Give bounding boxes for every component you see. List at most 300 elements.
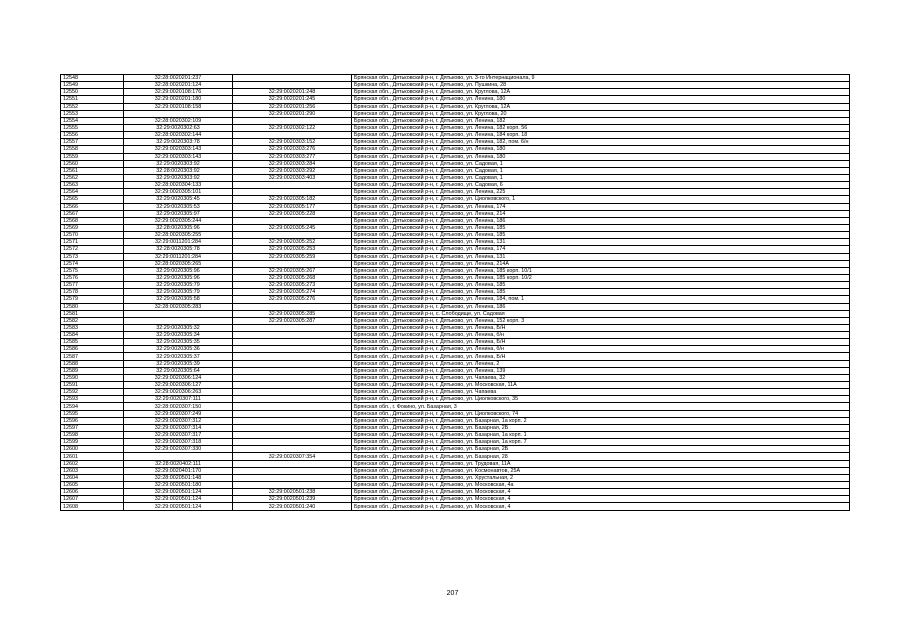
address-cell: Брянская обл., Дятьковский р-н, г. Дятьково, ул. Ленина, 214 [352, 210, 850, 217]
row-number-cell: 12592 [61, 389, 124, 396]
related-number-cell: 32:29:0020305:273 [233, 282, 352, 289]
cadastral-number-cell: 32:28:0020305:283 [124, 303, 233, 310]
row-number-cell: 12567 [61, 210, 124, 217]
cadastral-number-cell: 32:29:0020501:124 [124, 503, 233, 510]
related-number-cell [233, 367, 352, 374]
address-cell: Брянская обл., Дятьковский р-н, г. Дятьково, ул. Ленина, 186 [352, 303, 850, 310]
table-row [61, 267, 850, 274]
table-row [61, 174, 850, 181]
related-number-cell: 32:29:0020305:182 [233, 196, 352, 203]
related-number-cell: 32:29:0020305:228 [233, 210, 352, 217]
table-row [61, 139, 850, 146]
address-cell: Брянская обл., Дятьковский р-н, г. Дятьково, ул. Московская, 4 [352, 489, 850, 496]
cadastral-number-cell: 32:28:0020501:148 [124, 474, 233, 481]
cadastral-number-cell: 32:28:0020402:111 [124, 460, 233, 467]
cadastral-number-cell: 32:29:0020108:176 [124, 89, 233, 96]
address-cell: Брянская обл., Дятьковский р-н, г. Дятьково, ул. Циолковского, 35 [352, 396, 850, 403]
cadastral-number-cell [124, 317, 233, 324]
cadastral-number-cell: 32:29:0020303:92 [124, 174, 233, 181]
related-number-cell: 32:29:0020303:276 [233, 146, 352, 153]
table-row [61, 217, 850, 224]
address-cell: Брянская обл., Дятьковский р-н, г. Дятьково, ул. Ленина, 186 [352, 217, 850, 224]
cadastral-number-cell: 32:29:0020501:124 [124, 496, 233, 503]
table-row [61, 482, 850, 489]
cadastral-number-cell: 32:29:0020305:36 [124, 346, 233, 353]
table-row [61, 89, 850, 96]
cadastral-number-cell: 32:29:0020305:96 [124, 267, 233, 274]
table-row [61, 160, 850, 167]
row-number-cell: 12576 [61, 274, 124, 281]
table-row [61, 274, 850, 281]
cadastral-number-cell: 32:29:0020108:158 [124, 103, 233, 110]
row-number-cell: 12578 [61, 289, 124, 296]
cadastral-number-cell: 32:29:0020303:143 [124, 146, 233, 153]
table-row [61, 103, 850, 110]
address-cell: Брянская обл., Дятьковский р-н, г. Дятьково, ул. Ленина, б/н [352, 332, 850, 339]
row-number-cell: 12589 [61, 367, 124, 374]
row-number-cell: 12606 [61, 489, 124, 496]
row-number-cell: 12568 [61, 217, 124, 224]
row-number-cell: 12583 [61, 324, 124, 331]
address-cell: Брянская обл., Дятьковский р-н, г. Дятьково, ул. Циолковского, 74 [352, 410, 850, 417]
cadastral-number-cell: 32:29:0020201:180 [124, 96, 233, 103]
table-row [61, 146, 850, 153]
row-number-cell: 12556 [61, 132, 124, 139]
table-row [61, 353, 850, 360]
cadastral-number-cell: 32:29:0020307:318 [124, 439, 233, 446]
table-row [61, 467, 850, 474]
table-row [61, 332, 850, 339]
related-number-cell [233, 353, 352, 360]
related-number-cell [233, 374, 352, 381]
table-row [61, 232, 850, 239]
address-cell: Брянская обл., Дятьковский р-н, г. Дятьково, ул. Ленина, 152 корп. 3 [352, 317, 850, 324]
row-number-cell: 12577 [61, 282, 124, 289]
related-number-cell [233, 217, 352, 224]
cadastral-number-cell: 32:29:0020307:314 [124, 424, 233, 431]
table-row [61, 303, 850, 310]
cadastral-number-cell: 32:28:0020307:150 [124, 403, 233, 410]
row-number-cell: 12599 [61, 439, 124, 446]
row-number-cell: 12549 [61, 82, 124, 89]
address-cell: Брянская обл., Дятьковский р-н, г. Дятьково, ул. Ленина, 174 [352, 203, 850, 210]
row-number-cell: 12582 [61, 317, 124, 324]
row-number-cell: 12588 [61, 360, 124, 367]
related-number-cell [233, 389, 352, 396]
related-number-cell [233, 232, 352, 239]
address-cell: Брянская обл., Дятьковский р-н, с. Слободище, ул. Садовая [352, 310, 850, 317]
address-cell: Брянская обл., Дятьковский р-н, г. Дятьково, ул. Ленина, 180 [352, 146, 850, 153]
address-cell: Брянская обл., Дятьковский р-н, г. Дятьково, ул. Циолковского, 1 [352, 196, 850, 203]
table-row [61, 289, 850, 296]
address-cell: Брянская обл., Дятьковский р-н, г. Дятьково, ул. Ленина, 182 [352, 117, 850, 124]
row-number-cell: 12552 [61, 103, 124, 110]
address-cell: Брянская обл., Дятьковский р-н, г. Дятьково, ул. Ленина, 131 [352, 239, 850, 246]
cadastral-number-cell: 32:29:0020501:180 [124, 482, 233, 489]
address-cell: Брянская обл., Дятьковский р-н, г. Дятьково, ул. Базарная, 2Б [352, 446, 850, 453]
cadastral-number-cell: 32:28:0020302:109 [124, 117, 233, 124]
row-number-cell: 12557 [61, 139, 124, 146]
cadastral-number-cell: 32:29:0020307:330 [124, 446, 233, 453]
address-cell: Брянская обл., Дятьковский р-н, г. Дятьково, ул. Хрустальная, 2 [352, 474, 850, 481]
related-number-cell: 32:29:0020201:290 [233, 110, 352, 117]
row-number-cell: 12608 [61, 503, 124, 510]
cadastral-number-cell: 32:29:0011201:284 [124, 239, 233, 246]
related-number-cell: 32:29:0020305:276 [233, 296, 352, 303]
cadastral-number-cell: 32:28:0020305:255 [124, 232, 233, 239]
row-number-cell: 12586 [61, 346, 124, 353]
address-cell: Брянская обл., Дятьковский р-н, г. Дятьково, ул. Базарная, 1а корп. 2 [352, 417, 850, 424]
cadastral-number-cell: 32:29:0020305:58 [124, 296, 233, 303]
related-number-cell [233, 324, 352, 331]
table-row [61, 474, 850, 481]
address-cell: Брянская обл., Дятьковский р-н, г. Дятьково, ул. Ленина, 184, пом. 1 [352, 296, 850, 303]
address-cell: Брянская обл., Дятьковский р-н, г. Дятьково, ул. Ленина, 131 [352, 253, 850, 260]
table-row [61, 210, 850, 217]
cadastral-number-cell: 32:29:0020305:32 [124, 324, 233, 331]
table-row [61, 417, 850, 424]
table-row [61, 317, 850, 324]
table-row [61, 382, 850, 389]
row-number-cell: 12593 [61, 396, 124, 403]
address-cell: Брянская обл., Дятьковский р-н, г. Дятьково, ул. Московская, 4 [352, 496, 850, 503]
table-row [61, 153, 850, 160]
table-row [61, 389, 850, 396]
row-number-cell: 12572 [61, 246, 124, 253]
cadastral-number-cell: 32:29:0020303:78 [124, 139, 233, 146]
related-number-cell: 32:29:0020305:274 [233, 289, 352, 296]
address-cell: Брянская обл., Дятьковский р-н, г. Дятьково, ул. Ленина, 185 корп. 10/1 [352, 267, 850, 274]
row-number-cell: 12584 [61, 332, 124, 339]
table-row [61, 246, 850, 253]
related-number-cell [233, 396, 352, 403]
row-number-cell: 12558 [61, 146, 124, 153]
address-cell: Брянская обл., Дятьковский р-н, г. Дятьково, ул. Ленина, 225 [352, 189, 850, 196]
row-number-cell: 12561 [61, 167, 124, 174]
row-number-cell: 12565 [61, 196, 124, 203]
table-row [61, 310, 850, 317]
related-number-cell: 32:29:0020201:256 [233, 103, 352, 110]
related-number-cell [233, 339, 352, 346]
table-row [61, 339, 850, 346]
related-number-cell: 32:29:0020303:152 [233, 139, 352, 146]
address-cell: Брянская обл., Дятьковский р-н, г. Дятьково, ул. Ленина, 139 [352, 367, 850, 374]
cadastral-number-cell [124, 310, 233, 317]
row-number-cell: 12585 [61, 339, 124, 346]
related-number-cell [233, 117, 352, 124]
cadastral-number-cell: 32:28:0020305:96 [124, 224, 233, 231]
address-cell: Брянская обл., Дятьковский р-н, г. Дятьково, ул. Круглова, 12А [352, 103, 850, 110]
registry-table [60, 74, 850, 511]
address-cell: Брянская обл., Дятьковский р-н, г. Дятьково, ул. Чапаева, 32 [352, 374, 850, 381]
table-row [61, 203, 850, 210]
table-row [61, 82, 850, 89]
table-row [61, 189, 850, 196]
cadastral-number-cell: 32:29:0020303:92 [124, 160, 233, 167]
row-number-cell: 12600 [61, 446, 124, 453]
row-number-cell: 12575 [61, 267, 124, 274]
row-number-cell: 12573 [61, 253, 124, 260]
related-number-cell: 32:29:0020305:267 [233, 267, 352, 274]
table-row [61, 182, 850, 189]
row-number-cell: 12605 [61, 482, 124, 489]
address-cell: Брянская обл., Дятьковский р-н, г. Дятьково, ул. Ленина, б/н [352, 346, 850, 353]
address-cell: Брянская обл., Дятьковский р-н, г. Дятьково, ул. Ленина, 185 [352, 232, 850, 239]
address-cell: Брянская обл., Дятьковский р-н, г. Дятьково, ул. Ленина, Б/Н [352, 324, 850, 331]
table-row [61, 96, 850, 103]
related-number-cell: 32:29:0020201:248 [233, 89, 352, 96]
related-number-cell [233, 474, 352, 481]
cadastral-number-cell: 32:29:0020302:63 [124, 124, 233, 131]
cadastral-number-cell: 32:28:0020302:144 [124, 132, 233, 139]
row-number-cell: 12595 [61, 410, 124, 417]
address-cell: Брянская обл., Дятьковский р-н, г. Дятьково, ул. Круглова, 12А [352, 89, 850, 96]
row-number-cell: 12564 [61, 189, 124, 196]
row-number-cell: 12607 [61, 496, 124, 503]
related-number-cell [233, 382, 352, 389]
row-number-cell: 12590 [61, 374, 124, 381]
related-number-cell: 32:29:0020501:238 [233, 489, 352, 496]
table-row [61, 410, 850, 417]
related-number-cell [233, 303, 352, 310]
table-row [61, 432, 850, 439]
row-number-cell: 12548 [61, 75, 124, 82]
table-row [61, 446, 850, 453]
cadastral-number-cell: 32:28:0020304:133 [124, 182, 233, 189]
cadastral-number-cell: 32:29:0020306:127 [124, 382, 233, 389]
address-cell: Брянская обл., Дятьковский р-н, г. Дятьково, ул. Ленина, 184 корп. 18 [352, 132, 850, 139]
cadastral-number-cell [124, 453, 233, 460]
related-number-cell: 32:29:0020305:252 [233, 239, 352, 246]
table-row [61, 439, 850, 446]
address-cell: Брянская обл., Дятьковский р-н, г. Дятьково, ул. 3-го Интернационала, 9 [352, 75, 850, 82]
row-number-cell: 12603 [61, 467, 124, 474]
cadastral-number-cell: 32:29:0020307:317 [124, 432, 233, 439]
row-number-cell: 12562 [61, 174, 124, 181]
related-number-cell [233, 439, 352, 446]
related-number-cell: 32:29:0020501:240 [233, 503, 352, 510]
address-cell: Брянская обл., Дятьковский р-н, г. Дятьково, ул. Ленина, 182 корп. 56 [352, 124, 850, 131]
related-number-cell: 32:29:0020305:253 [233, 246, 352, 253]
cadastral-number-cell: 32:29:0020401:170 [124, 467, 233, 474]
address-cell: Брянская обл., Дятьковский р-н, г. Дятьково, ул. Круглова, 20 [352, 110, 850, 117]
cadastral-number-cell: 32:29:0020305:35 [124, 339, 233, 346]
table-row [61, 132, 850, 139]
address-cell: Брянская обл., Дятьковский р-н, г. Дятьково, ул. Ленина, 185 [352, 282, 850, 289]
address-cell: Брянская обл., Дятьковский р-н, г. Дятьково, ул. Ленина, 185 [352, 289, 850, 296]
address-cell: Брянская обл., Дятьковский р-н, г. Дятьково, ул. Ленина, 182, пом. 6/н [352, 139, 850, 146]
address-cell: Брянская обл., Дятьковский р-н, г. Дятьково, ул. Трудовая, 11А [352, 460, 850, 467]
row-number-cell: 12587 [61, 353, 124, 360]
cadastral-number-cell: 32:29:0020305:97 [124, 210, 233, 217]
cadastral-number-cell: 32:29:0020305:37 [124, 353, 233, 360]
cadastral-number-cell: 32:29:0020303:143 [124, 153, 233, 160]
related-number-cell [233, 417, 352, 424]
table-row [61, 424, 850, 431]
related-number-cell [233, 82, 352, 89]
cadastral-number-cell: 32:29:0020307:312 [124, 417, 233, 424]
address-cell: Брянская обл., Дятьковский р-н, г. Дятьково, ул. Базарная, 1а корп. 7 [352, 439, 850, 446]
address-cell: Брянская обл., Дятьковский р-н, г. Дятьково, ул. Московская, 4а [352, 482, 850, 489]
cadastral-number-cell: 32:28:0020305:78 [124, 246, 233, 253]
table-row [61, 403, 850, 410]
related-number-cell [233, 346, 352, 353]
address-cell: Брянская обл., Дятьковский р-н, г. Дятьково, ул. Ленина, Б/Н [352, 353, 850, 360]
table-row [61, 282, 850, 289]
row-number-cell: 12601 [61, 453, 124, 460]
address-cell: Брянская обл., г. Фокино, ул. Базарная, 3 [352, 403, 850, 410]
table-row [61, 346, 850, 353]
address-cell: Брянская обл., Дятьковский р-н, г. Дятьково, ул. Чапаева [352, 389, 850, 396]
related-number-cell: 32:29:0020305:285 [233, 310, 352, 317]
related-number-cell [233, 360, 352, 367]
table-row [61, 396, 850, 403]
related-number-cell [233, 424, 352, 431]
row-number-cell: 12551 [61, 96, 124, 103]
address-cell: Брянская обл., Дятьковский р-н, г. Дятьково, ул. Ленина, 185 корп. 10/2 [352, 274, 850, 281]
address-cell: Брянская обл., Дятьковский р-н, г. Дятьково, ул. Базарная, 28 [352, 453, 850, 460]
related-number-cell: 32:29:0020302:122 [233, 124, 352, 131]
cadastral-number-cell: 32:29:0020305:39 [124, 360, 233, 367]
registry-table-body [61, 75, 850, 511]
row-number-cell: 12553 [61, 110, 124, 117]
row-number-cell: 12580 [61, 303, 124, 310]
related-number-cell [233, 467, 352, 474]
cadastral-number-cell: 32:28:0020303:92 [124, 167, 233, 174]
table-row [61, 489, 850, 496]
cadastral-number-cell: 32:29:0020305:101 [124, 189, 233, 196]
address-cell: Брянская обл., Дятьковский р-н, г. Дятьково, ул. Ленина, 185 [352, 224, 850, 231]
cadastral-number-cell: 32:29:0020305:53 [124, 203, 233, 210]
row-number-cell: 12550 [61, 89, 124, 96]
table-row [61, 324, 850, 331]
related-number-cell: 32:29:0020305:287 [233, 317, 352, 324]
related-number-cell: 32:29:0020201:245 [233, 96, 352, 103]
address-cell: Брянская обл., Дятьковский р-н, г. Дятьково, ул. Садовая, 1 [352, 174, 850, 181]
row-number-cell: 12570 [61, 232, 124, 239]
address-cell: Брянская обл., Дятьковский р-н, г. Дятьково, ул. Московская, 4 [352, 503, 850, 510]
row-number-cell: 12555 [61, 124, 124, 131]
cadastral-number-cell: 32:29:0020307:111 [124, 396, 233, 403]
row-number-cell: 12569 [61, 224, 124, 231]
related-number-cell: 32:29:0020303:292 [233, 167, 352, 174]
row-number-cell: 12560 [61, 160, 124, 167]
address-cell: Брянская обл., Дятьковский р-н, г. Дятьково, ул. Ленина, 214А [352, 260, 850, 267]
related-number-cell [233, 446, 352, 453]
related-number-cell [233, 189, 352, 196]
related-number-cell [233, 403, 352, 410]
table-row [61, 296, 850, 303]
address-cell: Брянская обл., Дятьковский р-н, г. Дятьково, ул. Базарная, 2Б [352, 424, 850, 431]
table-row [61, 110, 850, 117]
row-number-cell: 12581 [61, 310, 124, 317]
table-row [61, 75, 850, 82]
table-row [61, 374, 850, 381]
related-number-cell [233, 432, 352, 439]
row-number-cell: 12579 [61, 296, 124, 303]
cadastral-number-cell: 32:29:0020305:79 [124, 289, 233, 296]
table-row [61, 124, 850, 131]
row-number-cell: 12591 [61, 382, 124, 389]
row-number-cell: 12571 [61, 239, 124, 246]
cadastral-number-cell: 32:29:0020305:45 [124, 196, 233, 203]
related-number-cell [233, 132, 352, 139]
row-number-cell: 12604 [61, 474, 124, 481]
table-row [61, 196, 850, 203]
table-row [61, 167, 850, 174]
table-row [61, 239, 850, 246]
related-number-cell: 32:29:0020303:277 [233, 153, 352, 160]
address-cell: Брянская обл., Дятьковский р-н, г. Дятьково, ул. Ленина, 174 [352, 246, 850, 253]
related-number-cell [233, 460, 352, 467]
table-row [61, 367, 850, 374]
row-number-cell: 12566 [61, 203, 124, 210]
related-number-cell: 32:29:0020305:177 [233, 203, 352, 210]
cadastral-number-cell: 32:29:0020306:263 [124, 389, 233, 396]
row-number-cell: 12574 [61, 260, 124, 267]
related-number-cell: 32:29:0020305:245 [233, 224, 352, 231]
row-number-cell: 12594 [61, 403, 124, 410]
cadastral-number-cell: 32:29:0020305:34 [124, 332, 233, 339]
related-number-cell [233, 410, 352, 417]
related-number-cell [233, 182, 352, 189]
address-cell: Брянская обл., Дятьковский р-н, г. Дятьково, ул. Космонавтов, 25А [352, 467, 850, 474]
related-number-cell: 32:29:0020501:239 [233, 496, 352, 503]
row-number-cell: 12597 [61, 424, 124, 431]
table-row [61, 253, 850, 260]
related-number-cell: 32:29:0020307:354 [233, 453, 352, 460]
page-number: 207 [446, 590, 459, 597]
cadastral-number-cell: 32:28:0020201:237 [124, 75, 233, 82]
cadastral-number-cell: 32:29:0020305:96 [124, 274, 233, 281]
related-number-cell: 32:29:0020305:259 [233, 253, 352, 260]
address-cell: Брянская обл., Дятьковский р-н, г. Дятьково, ул. Садовая, 6 [352, 182, 850, 189]
address-cell: Брянская обл., Дятьковский р-н, г. Дятьково, ул. Ленина, 180 [352, 96, 850, 103]
table-row [61, 224, 850, 231]
row-number-cell: 12563 [61, 182, 124, 189]
row-number-cell: 12559 [61, 153, 124, 160]
cadastral-number-cell: 32:29:0020307:249 [124, 410, 233, 417]
table-row [61, 460, 850, 467]
related-number-cell [233, 260, 352, 267]
address-cell: Брянская обл., Дятьковский р-н, г. Дятьково, ул. Базарная, 1а корп. 1 [352, 432, 850, 439]
table-row [61, 260, 850, 267]
row-number-cell: 12596 [61, 417, 124, 424]
related-number-cell [233, 75, 352, 82]
row-number-cell: 12554 [61, 117, 124, 124]
cadastral-number-cell [124, 110, 233, 117]
related-number-cell: 32:29:0020303:284 [233, 160, 352, 167]
cadastral-number-cell: 32:28:0020201:124 [124, 82, 233, 89]
related-number-cell [233, 482, 352, 489]
table-row [61, 503, 850, 510]
address-cell: Брянская обл., Дятьковский р-н, г. Дятьково, ул. Пушкина, 28 [352, 82, 850, 89]
address-cell: Брянская обл., Дятьковский р-н, г. Дятьково, ул. Садовая, 1 [352, 160, 850, 167]
related-number-cell: 32:29:0020305:268 [233, 274, 352, 281]
cadastral-number-cell: 32:29:0020305:79 [124, 282, 233, 289]
row-number-cell: 12598 [61, 432, 124, 439]
address-cell: Брянская обл., Дятьковский р-н, г. Дятьково, ул. Ленина, 2 [352, 360, 850, 367]
related-number-cell [233, 332, 352, 339]
address-cell: Брянская обл., Дятьковский р-н, г. Дятьково, ул. Ленина, 180 [352, 153, 850, 160]
row-number-cell: 12602 [61, 460, 124, 467]
cadastral-number-cell: 32:28:0020305:265 [124, 260, 233, 267]
cadastral-number-cell: 32:29:0020305:64 [124, 367, 233, 374]
address-cell: Брянская обл., Дятьковский р-н, г. Дятьково, ул. Садовая, 1 [352, 167, 850, 174]
table-row [61, 360, 850, 367]
cadastral-number-cell: 32:29:0020305:244 [124, 217, 233, 224]
cadastral-number-cell: 32:29:0020306:124 [124, 374, 233, 381]
